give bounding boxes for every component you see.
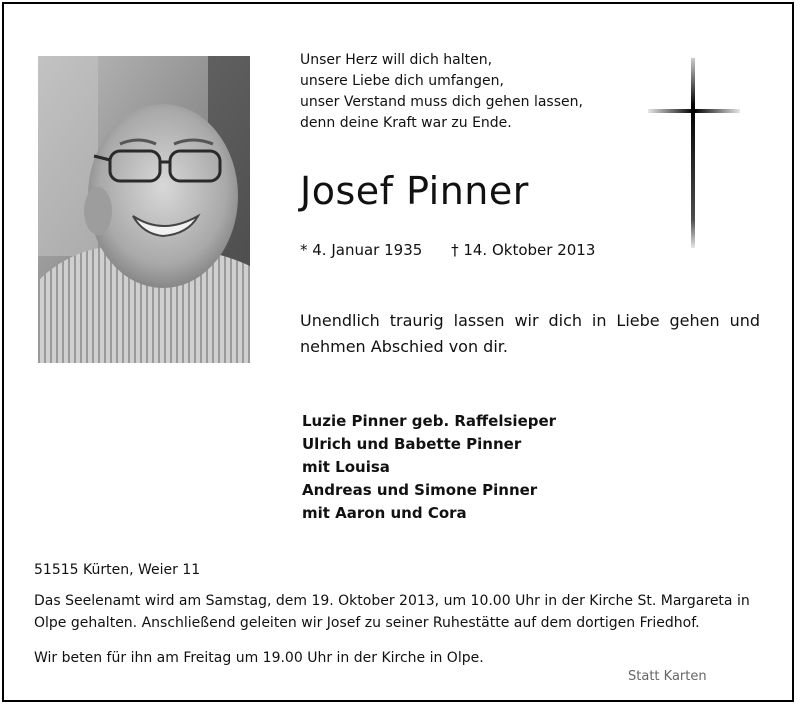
- cross-icon: [648, 58, 740, 248]
- portrait-photo: [38, 56, 250, 363]
- deceased-name: Josef Pinner: [300, 169, 529, 213]
- address: 51515 Kürten, Weier 11: [34, 562, 201, 578]
- mourners-list: [302, 410, 556, 525]
- mourner-line: Andreas und Simone Pinner: [302, 481, 538, 499]
- poem-line: Unser Herz will dich halten,: [300, 52, 493, 68]
- service-notice: Das Seelenamt wird am Samstag, dem 19. Oktober 2013, um 10.00 Uhr in der Kirche St. Margareta in Olpe gehalten. Anschließend geleiten wir Josef zu seiner Ruhestätte auf dem dortigen Friedhof.: [34, 593, 750, 631]
- poem-line: unsere Liebe dich umfangen,: [300, 73, 504, 89]
- statt-karten-note: Statt Karten: [628, 669, 707, 684]
- birth-date: * 4. Januar 1935: [300, 241, 423, 259]
- prayer-notice: Wir beten für ihn am Freitag um 19.00 Uhr in der Kirche in Olpe.: [34, 650, 484, 666]
- life-dates: [300, 240, 595, 260]
- portrait-illustration: [38, 56, 250, 363]
- farewell-text: Unendlich traurig lassen wir dich in Liebe gehen und nehmen Abschied von dir.: [300, 311, 760, 356]
- mourner-line: Luzie Pinner geb. Raffelsieper: [302, 412, 557, 430]
- mourner-line: Ulrich und Babette Pinner: [302, 435, 522, 453]
- poem: [300, 50, 583, 134]
- mourner-line: mit Louisa: [302, 458, 390, 476]
- poem-line: denn deine Kraft war zu Ende.: [300, 115, 512, 131]
- poem-line: unser Verstand muss dich gehen lassen,: [300, 94, 583, 110]
- death-date: † 14. Oktober 2013: [451, 241, 596, 259]
- mourner-line: mit Aaron und Cora: [302, 504, 467, 522]
